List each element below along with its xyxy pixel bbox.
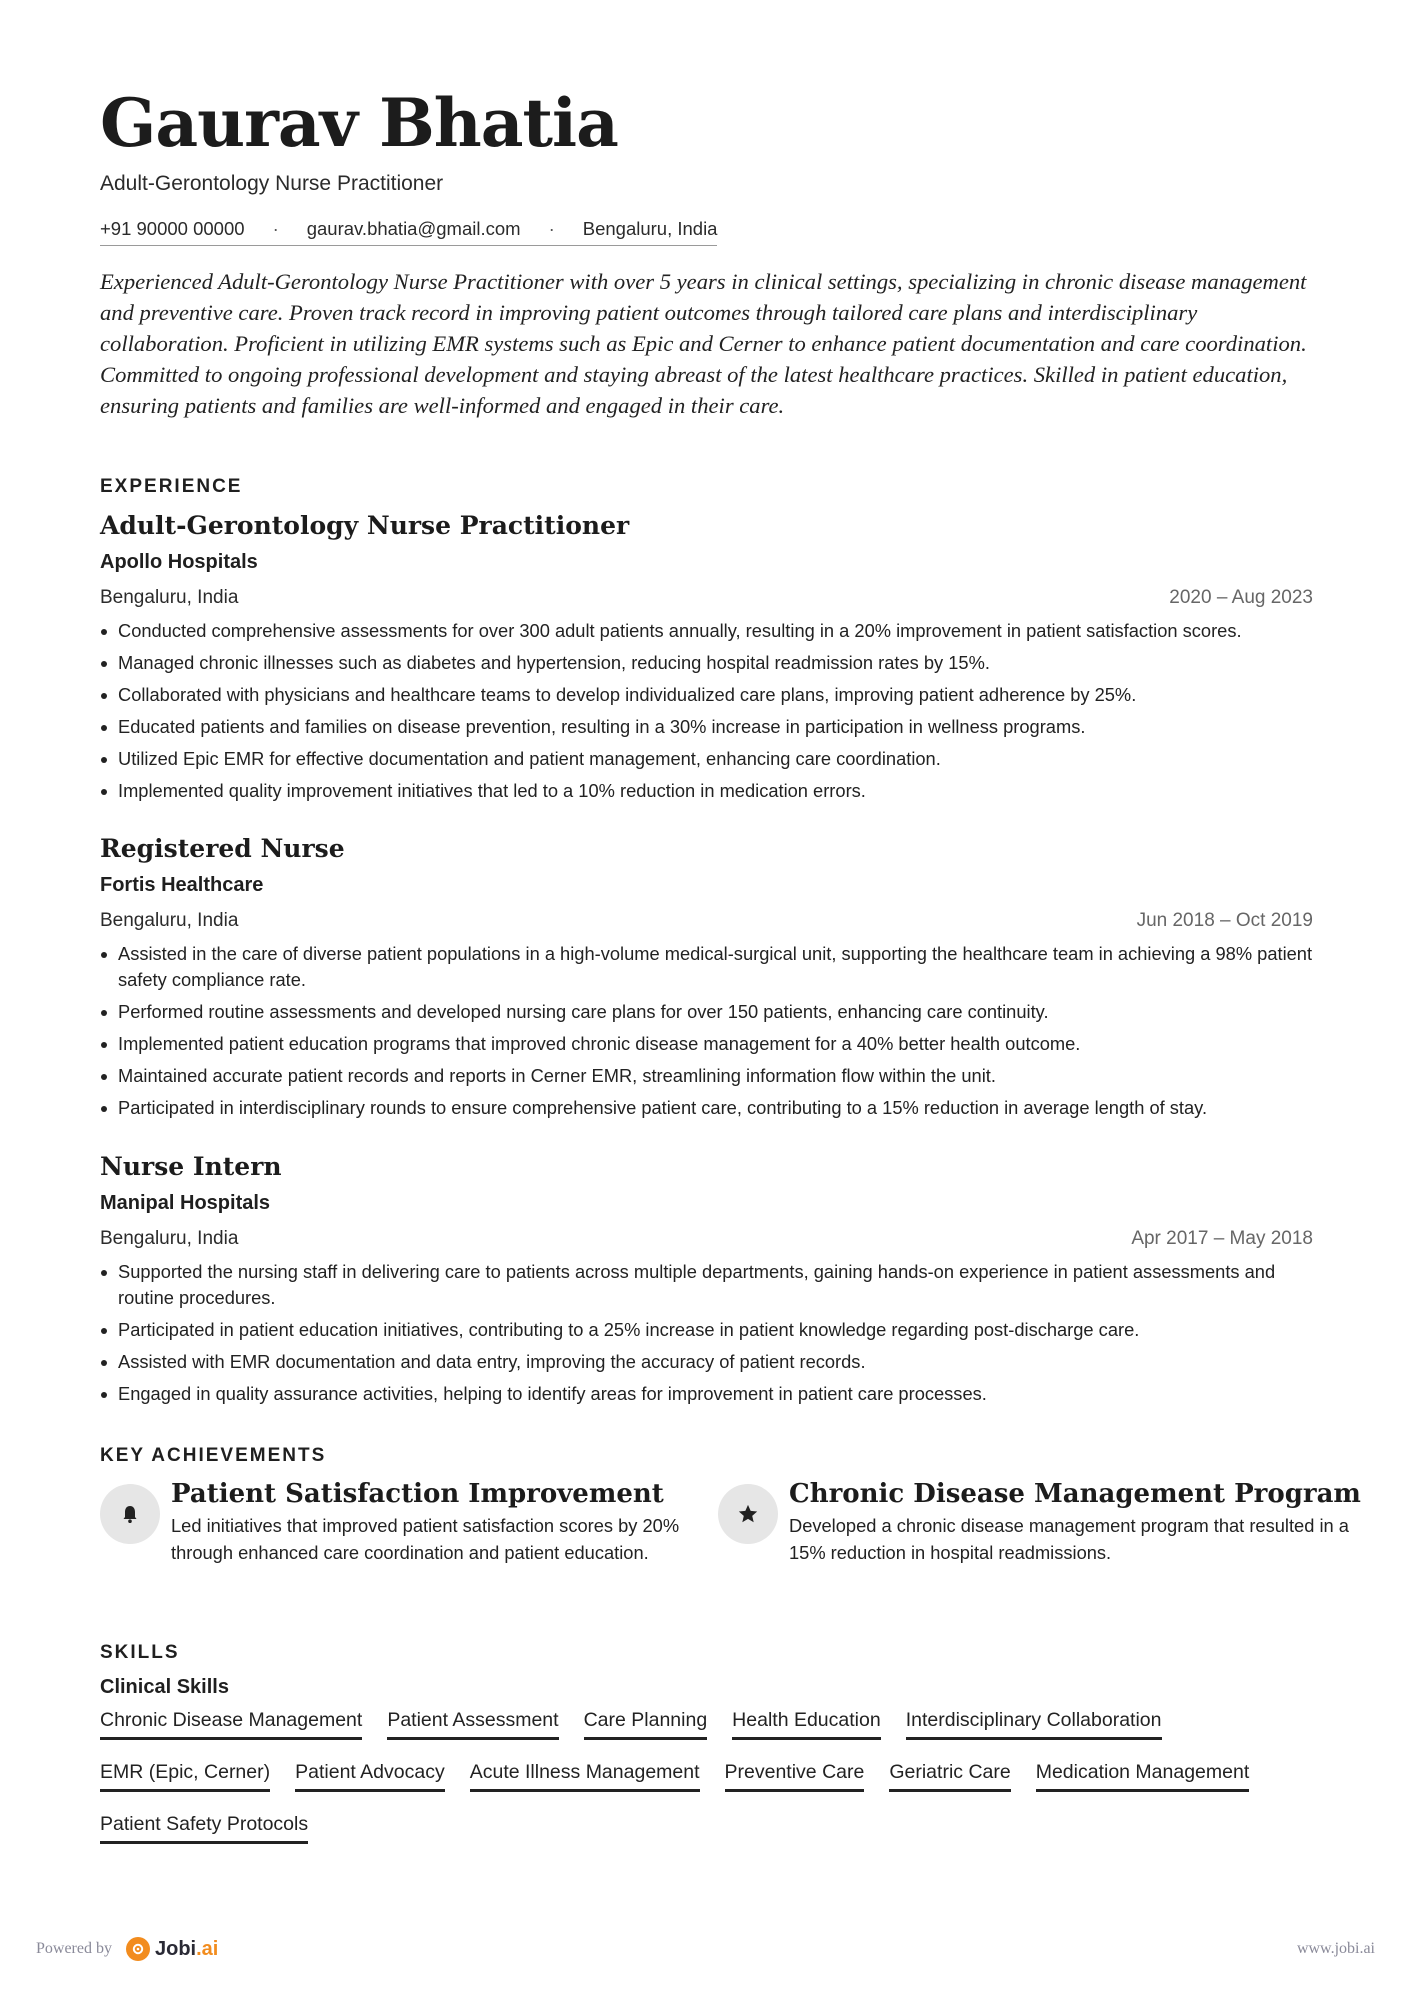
- section-title-achievements: KEY ACHIEVEMENTS: [100, 1445, 327, 1466]
- bullet-item: Implemented quality improvement initiatives that led to a 10% reduction in medication errors.: [100, 778, 1313, 804]
- achievement-item: [718, 1477, 1361, 1566]
- bullet-item: Utilized Epic EMR for effective documentation and patient management, enhancing care coordination.: [100, 746, 1313, 772]
- job-bullets: [100, 1259, 1313, 1407]
- jobi-logo-icon: [126, 1937, 150, 1961]
- skill-tag: Geriatric Care: [889, 1756, 1010, 1792]
- skill-tag: EMR (Epic, Cerner): [100, 1756, 270, 1792]
- job-company: Manipal Hospitals: [100, 1192, 271, 1214]
- bullet-item: Participated in patient education initiatives, contributing to a 25% increase in patient knowledge regarding post-discharge care.: [100, 1317, 1313, 1343]
- achievement-description: Developed a chronic disease management program that resulted in a 15% reduction in hospital readmissions.: [789, 1515, 1349, 1563]
- job-company: Fortis Healthcare: [100, 874, 264, 896]
- bullet-item: Engaged in quality assurance activities, helping to identify areas for improvement in patient care processes.: [100, 1381, 1313, 1407]
- skill-tag: Preventive Care: [725, 1756, 865, 1792]
- skill-tag: Acute Illness Management: [470, 1756, 700, 1792]
- achievement-description: Led initiatives that improved patient satisfaction scores by 20% through enhanced care coordination and patient education.: [171, 1515, 680, 1563]
- location: Bengaluru, India: [582, 218, 718, 239]
- job-meta: [100, 1221, 1313, 1257]
- email-address[interactable]: gaurav.bhatia@gmail.com: [306, 218, 521, 239]
- job-location: Bengaluru, India: [100, 910, 239, 931]
- job-bullets: [100, 941, 1313, 1121]
- contact-separator: ·: [272, 218, 279, 239]
- bullet-item: Performed routine assessments and developed nursing care plans for over 150 patients, enhancing care continuity.: [100, 999, 1313, 1025]
- bullet-item: Maintained accurate patient records and reports in Cerner EMR, streamlining information flow within the unit.: [100, 1063, 1313, 1089]
- bullet-item: Managed chronic illnesses such as diabetes and hypertension, reducing hospital readmission rates by 15%.: [100, 650, 1313, 676]
- job-meta: [100, 580, 1313, 616]
- skill-tag: Care Planning: [584, 1704, 708, 1740]
- bullet-item: Assisted with EMR documentation and data entry, improving the accuracy of patient records.: [100, 1349, 1313, 1375]
- skill-tag: Health Education: [732, 1704, 881, 1740]
- candidate-name: Gaurav Bhatia: [100, 84, 618, 162]
- section-title-skills: SKILLS: [100, 1642, 180, 1663]
- job-dates: Jun 2018 – Oct 2019: [1136, 910, 1313, 931]
- bullet-item: Educated patients and families on disease prevention, resulting in a 30% increase in participation in wellness programs.: [100, 714, 1313, 740]
- experience-entry: [100, 831, 1313, 1127]
- experience-entry: [100, 508, 1313, 810]
- job-meta: [100, 903, 1313, 939]
- skills-group-title: Clinical Skills: [100, 1676, 229, 1698]
- website-link[interactable]: www.jobi.ai: [1296, 1940, 1375, 1957]
- brand-name: Jobi: [154, 1937, 197, 1960]
- job-dates: Apr 2017 – May 2018: [1131, 1228, 1313, 1249]
- skill-tag: Patient Assessment: [387, 1704, 558, 1740]
- powered-by[interactable]: [36, 1931, 218, 1967]
- powered-by-label: Powered by: [36, 1940, 112, 1957]
- experience-entry: [100, 1149, 1313, 1413]
- skill-tag: Interdisciplinary Collaboration: [906, 1704, 1162, 1740]
- skill-tag: Patient Advocacy: [295, 1756, 445, 1792]
- achievement-item: [100, 1477, 680, 1566]
- bullet-item: Implemented patient education programs that improved chronic disease management for a 40% better health outcome.: [100, 1031, 1313, 1057]
- bullet-item: Participated in interdisciplinary rounds to ensure comprehensive patient care, contributing to a 15% reduction in average length of stay.: [100, 1095, 1313, 1121]
- job-dates: 2020 – Aug 2023: [1169, 587, 1313, 608]
- job-title: Adult-Gerontology Nurse Practitioner: [100, 511, 630, 540]
- bullet-item: Conducted comprehensive assessments for over 300 adult patients annually, resulting in a 20% improvement in patient satisfaction scores.: [100, 618, 1313, 644]
- brand-suffix: .ai: [196, 1937, 219, 1960]
- achievement-title: Chronic Disease Management Program: [789, 1479, 1361, 1509]
- skill-tag: Patient Safety Protocols: [100, 1808, 308, 1844]
- achievement-title: Patient Satisfaction Improvement: [171, 1479, 664, 1509]
- footer: [0, 1931, 1411, 1967]
- job-title: Nurse Intern: [100, 1152, 282, 1181]
- job-company: Apollo Hospitals: [100, 551, 258, 573]
- bullet-item: Collaborated with physicians and healthcare teams to develop individualized care plans, improving patient adherence by 25%.: [100, 682, 1313, 708]
- job-bullets: [100, 618, 1313, 804]
- skill-tag: Medication Management: [1036, 1756, 1250, 1792]
- bullet-item: Supported the nursing staff in delivering care to patients across multiple departments, gaining hands-on experience in patient assessments and routine procedures.: [100, 1259, 1313, 1311]
- star-icon: [718, 1484, 778, 1544]
- phone-number[interactable]: +91 90000 00000: [100, 218, 245, 239]
- job-title: Registered Nurse: [100, 834, 345, 863]
- profile-summary: Experienced Adult-Gerontology Nurse Practitioner with over 5 years in clinical settings, specializing in chronic disease management and preventive care. Proven track record in improving patient outcomes through tailored care plans and interdisciplinary collaboration. Proficient in utilizing EMR systems such as Epic and Cerner to enhance patient documentation and care coordination. Committed to ongoing professional development and staying abreast of the latest healthcare practices. Skilled in patient education, ensuring patients and families are well-informed and engaged in their care.: [100, 269, 1307, 418]
- brand-logo-text: [155, 1938, 218, 1961]
- section-title-experience: EXPERIENCE: [100, 476, 243, 497]
- bullet-item: Assisted in the care of diverse patient populations in a high-volume medical-surgical unit, supporting the healthcare team in achieving a 98% patient safety compliance rate.: [100, 941, 1313, 993]
- job-location: Bengaluru, India: [100, 1228, 239, 1249]
- skill-tag: Chronic Disease Management: [100, 1704, 362, 1740]
- skills-list: [100, 1704, 1313, 1860]
- bell-icon: [100, 1484, 160, 1544]
- contact-separator: ·: [548, 218, 555, 239]
- candidate-headline: Adult-Gerontology Nurse Practitioner: [100, 172, 444, 195]
- contact-bar: [100, 218, 717, 246]
- job-location: Bengaluru, India: [100, 587, 239, 608]
